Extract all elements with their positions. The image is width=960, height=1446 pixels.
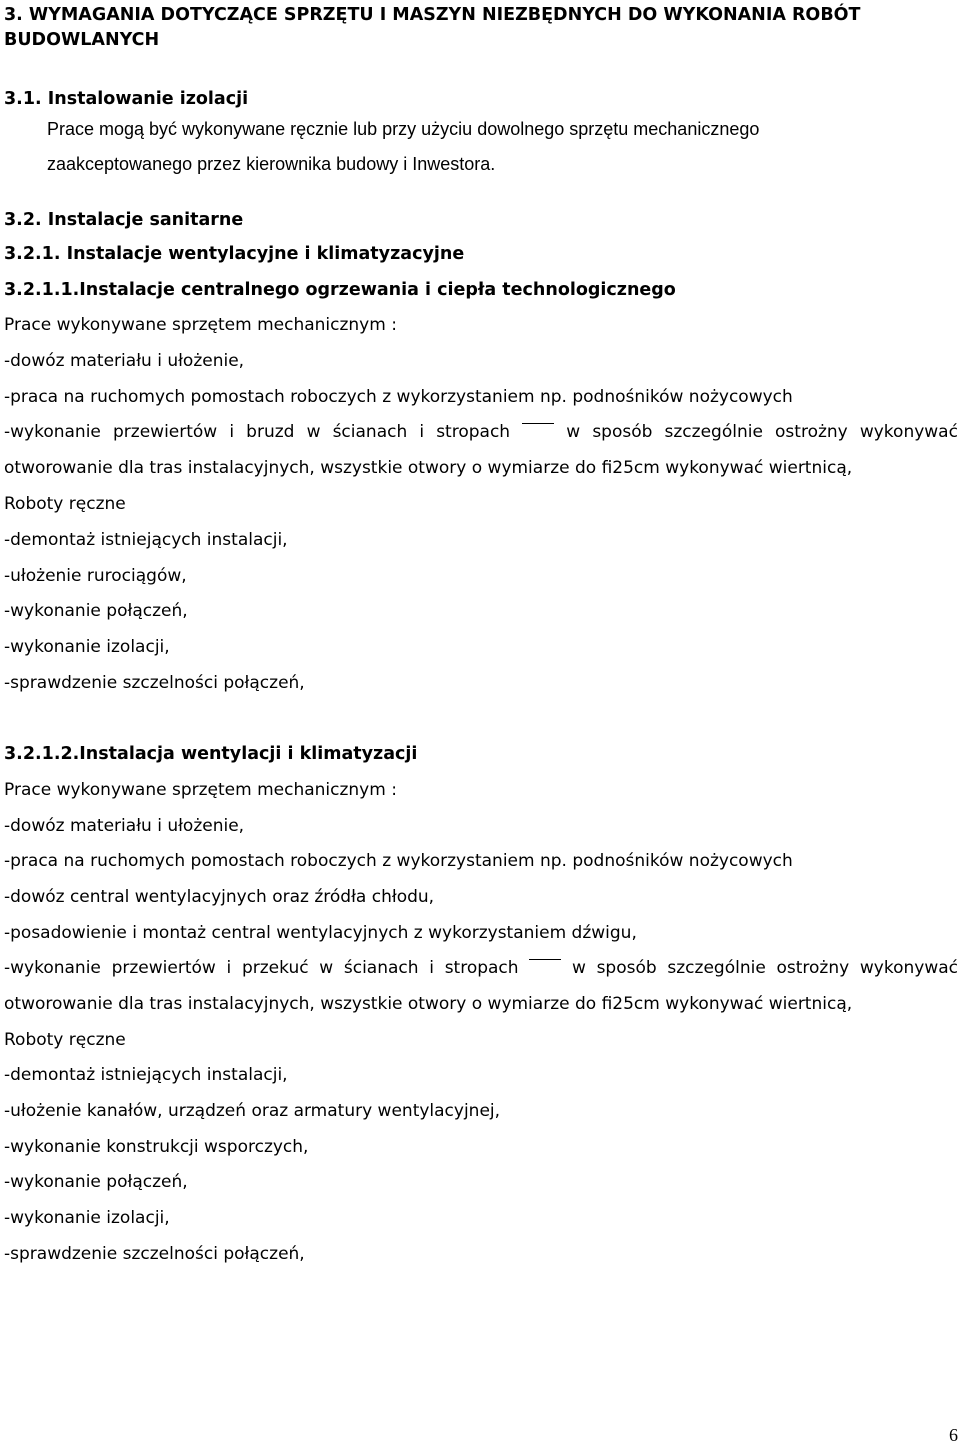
word: ostrożny	[776, 958, 850, 978]
page-number: 6	[949, 1425, 958, 1445]
list-item: Prace wykonywane sprzętem mechanicznym :	[4, 780, 397, 800]
list-item: -wykonanie izolacji,	[4, 637, 170, 657]
section-3-2-1-1-heading: 3.2.1.1.Instalacje centralnego ogrzewania i ciepła technologicznego	[4, 280, 676, 300]
word: wykonywać	[859, 422, 958, 442]
section-3-1-text: Prace mogą być wykonywane ręcznie lub przy użyciu dowolnego sprzętu mechanicznego	[47, 119, 760, 139]
justified-line	[4, 957, 958, 979]
list-item: -wykonanie konstrukcji wsporczych,	[4, 1137, 309, 1157]
word: stropach	[444, 958, 519, 978]
section-3-1-heading: 3.1. Instalowanie izolacji	[4, 89, 249, 109]
em-dash	[522, 423, 554, 443]
list-item: -dowóz central wentylacyjnych oraz źródła chłodu,	[4, 887, 435, 907]
word: i	[229, 422, 235, 442]
list-item: -ułożenie kanałów, urządzeń oraz armatury wentylacyjnej,	[4, 1101, 501, 1121]
list-item: -demontaż istniejących instalacji,	[4, 1065, 288, 1085]
list-item: otworowanie dla tras instalacyjnych, wszystkie otwory o wymiarze do fi25cm wykonywać wiertnicą,	[4, 458, 853, 478]
list-item: -dowóz materiału i ułożenie,	[4, 351, 245, 371]
list-item: -demontaż istniejących instalacji,	[4, 530, 288, 550]
word: stropach	[436, 422, 511, 442]
word: w	[566, 422, 581, 442]
main-title-line1: 3. WYMAGANIA DOTYCZĄCE SPRZĘTU I MASZYN NIEZBĘDNYCH DO WYKONANIA ROBÓT	[4, 5, 861, 25]
list-item: -praca na ruchomych pomostach roboczych z wykorzystaniem np. podnośników nożycowych	[4, 851, 793, 871]
list-item: -ułożenie rurociągów,	[4, 566, 187, 586]
word: sposób	[592, 422, 653, 442]
word: wykonywać	[859, 958, 958, 978]
justified-line	[4, 421, 958, 443]
word: szczególnie	[667, 958, 766, 978]
word: w	[306, 422, 321, 442]
list-item: -sprawdzenie szczelności połączeń,	[4, 673, 305, 693]
word: -wykonanie	[4, 422, 101, 442]
word: przewiertów	[111, 958, 216, 978]
list-item: Roboty ręczne	[4, 1030, 126, 1050]
list-item: Prace wykonywane sprzętem mechanicznym :	[4, 315, 397, 335]
list-item: -wykonanie połączeń,	[4, 1172, 188, 1192]
word: przekuć	[241, 958, 309, 978]
list-item: -wykonanie izolacji,	[4, 1208, 170, 1228]
word: w	[319, 958, 334, 978]
word: i	[429, 958, 434, 978]
list-item: -praca na ruchomych pomostach roboczych z wykorzystaniem np. podnośników nożycowych	[4, 387, 793, 407]
word: -wykonanie	[4, 958, 101, 978]
word: ścianach	[332, 422, 408, 442]
word: bruzd	[246, 422, 295, 442]
list-item: -dowóz materiału i ułożenie,	[4, 816, 245, 836]
word: przewiertów	[113, 422, 218, 442]
list-item: Roboty ręczne	[4, 494, 126, 514]
list-item: -posadowienie i montaż central wentylacyjnych z wykorzystaniem dźwigu,	[4, 923, 637, 943]
word: w	[571, 958, 586, 978]
list-item: -sprawdzenie szczelności połączeń,	[4, 1244, 305, 1264]
word: ścianach	[343, 958, 419, 978]
list-item: -wykonanie połączeń,	[4, 601, 188, 621]
main-title-line2: BUDOWLANYCH	[4, 30, 160, 50]
word: szczególnie	[664, 422, 763, 442]
section-3-1-text: zaakceptowanego przez kierownika budowy i Inwestora.	[47, 154, 496, 174]
section-3-2-1-heading: 3.2.1. Instalacje wentylacyjne i klimatyzacyjne	[4, 244, 465, 264]
em-dash	[529, 959, 561, 979]
word: ostrożny	[775, 422, 848, 442]
section-3-2-1-2-heading: 3.2.1.2.Instalacja wentylacji i klimatyzacji	[4, 744, 418, 764]
word: i	[419, 422, 425, 442]
word: sposób	[596, 958, 657, 978]
word: i	[226, 958, 232, 978]
section-3-2-heading: 3.2. Instalacje sanitarne	[4, 210, 244, 230]
list-item: otworowanie dla tras instalacyjnych, wszystkie otwory o wymiarze do fi25cm wykonywać wiertnicą,	[4, 994, 853, 1014]
